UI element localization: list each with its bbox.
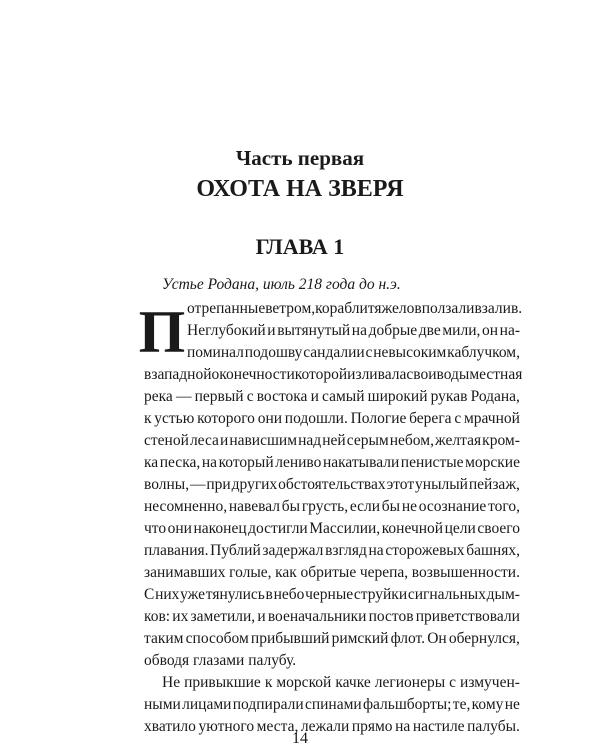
part-title: Часть первая bbox=[235, 146, 365, 170]
epigraph: Устье Родана, июль 218 года до н.э. bbox=[162, 276, 401, 293]
book-title: ОХОТА НА ЗВЕРЯ bbox=[196, 176, 404, 202]
page-number: 14 bbox=[292, 730, 308, 747]
text-line: река — первый с востока и самый широкий рукав Родана, bbox=[144, 388, 520, 405]
text-line: Не привыкшие к морской качке легионеры с измучен- bbox=[162, 674, 520, 691]
chapter-title: ГЛАВА 1 bbox=[255, 234, 345, 259]
text-line: в западной оконечности которой изливала свои воды местная bbox=[144, 366, 523, 383]
text-line: волны, — при других обстоятельствах этот унылый пейзаж, bbox=[144, 476, 520, 493]
text-line: занимавших голые, как обритые черепа, возвышенности. bbox=[144, 564, 520, 581]
text-line: поминал подошву сандалии с невысоким каблучком, bbox=[187, 344, 520, 361]
text-line: Неглубокий и вытянутый на добрые две мили, он на- bbox=[187, 322, 520, 339]
text-line: стеной леса и нависшим над ней серым небом, желтая кром- bbox=[144, 432, 520, 449]
text-line: ков: их заметили, и военачальники постов приветствовали bbox=[144, 608, 520, 625]
text-line: отрепанные ветром, корабли тяжело вползали в залив. bbox=[187, 300, 523, 317]
text-line: что они наконец достигли Массилии, конечной цели своего bbox=[144, 520, 520, 537]
drop-cap: П bbox=[138, 299, 186, 365]
text-line: таким способом прибывший римский флот. Он обернулся, bbox=[144, 630, 520, 647]
text-line: ка песка, на который лениво накатывали пенистые морские bbox=[144, 454, 520, 471]
text-line: ными лицами подпирали спинами фальшборты; те, кому не bbox=[144, 696, 520, 713]
text-line: плавания. Публий задержал взгляд на сторожевых башнях, bbox=[144, 542, 520, 559]
text-line: С них уже тянулись в небо черные струйки сигнальных дым- bbox=[144, 586, 520, 603]
text-line: обводя глазами палубу. bbox=[144, 652, 297, 669]
text-line: хватило уютного места, лежали прямо на настиле палубы. bbox=[144, 718, 520, 735]
text-line: к устью которого они подошли. Пологие берега с мрачной bbox=[144, 410, 520, 427]
text-line: несомненно, навевал бы грусть, если бы не осознание того, bbox=[144, 498, 520, 515]
